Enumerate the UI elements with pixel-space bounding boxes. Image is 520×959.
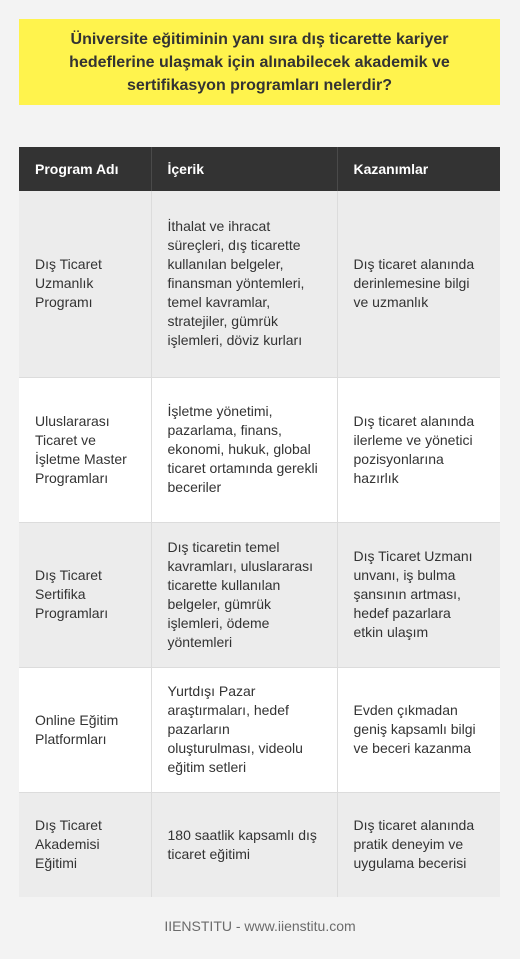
content-cell: 180 saatlik kapsamlı dış ticaret eğitimi	[151, 792, 337, 897]
content-cell: İthalat ve ihracat süreçleri, dış ticarette kullanılan belgeler, finansman yöntemleri, temel kavramlar, stratejiler, gümrük işlemleri, döviz kurları	[151, 191, 337, 377]
table-row	[19, 667, 500, 792]
title-banner	[19, 19, 500, 105]
program-cell: Dış Ticaret Sertifika Programları	[19, 522, 151, 667]
gains-cell: Dış Ticaret Uzmanı unvanı, iş bulma şansının artması, hedef pazarlara etkin ulaşım	[337, 522, 500, 667]
table-row	[19, 191, 500, 377]
content-cell: İşletme yönetimi, pazarlama, finans, ekonomi, hukuk, global ticaret ortamında gerekli beceriler	[151, 377, 337, 522]
gains-cell: Dış ticaret alanında ilerleme ve yönetici pozisyonlarına hazırlık	[337, 377, 500, 522]
programs-table	[19, 147, 500, 897]
gains-cell: Dış ticaret alanında derinlemesine bilgi ve uzmanlık	[337, 191, 500, 377]
table-row	[19, 522, 500, 667]
page-title: Üniversite eğitiminin yanı sıra dış ticarette kariyer hedeflerine ulaşmak için alınabilecek akademik ve sertifikasyon programları nelerdir?	[69, 30, 450, 94]
content-cell: Dış ticaretin temel kavramları, uluslararası ticarette kullanılan belgeler, gümrük işlemleri, ödeme yöntemleri	[151, 522, 337, 667]
gains-cell: Evden çıkmadan geniş kapsamlı bilgi ve beceri kazanma	[337, 667, 500, 792]
footer-credit: IIENSTITU - www.iienstitu.com	[164, 918, 356, 934]
column-header-gains: Kazanımlar	[337, 147, 500, 191]
gains-cell: Dış ticaret alanında pratik deneyim ve uygulama becerisi	[337, 792, 500, 897]
table-row	[19, 792, 500, 897]
program-cell: Dış Ticaret Uzmanlık Programı	[19, 191, 151, 377]
table-header-row	[19, 147, 500, 191]
program-cell: Online Eğitim Platformları	[19, 667, 151, 792]
program-cell: Dış Ticaret Akademisi Eğitimi	[19, 792, 151, 897]
column-header-program: Program Adı	[19, 147, 151, 191]
table-row	[19, 377, 500, 522]
column-header-content: İçerik	[151, 147, 337, 191]
program-cell: Uluslararası Ticaret ve İşletme Master Programları	[19, 377, 151, 522]
content-cell: Yurtdışı Pazar araştırmaları, hedef pazarların oluşturulması, videolu eğitim setleri	[151, 667, 337, 792]
